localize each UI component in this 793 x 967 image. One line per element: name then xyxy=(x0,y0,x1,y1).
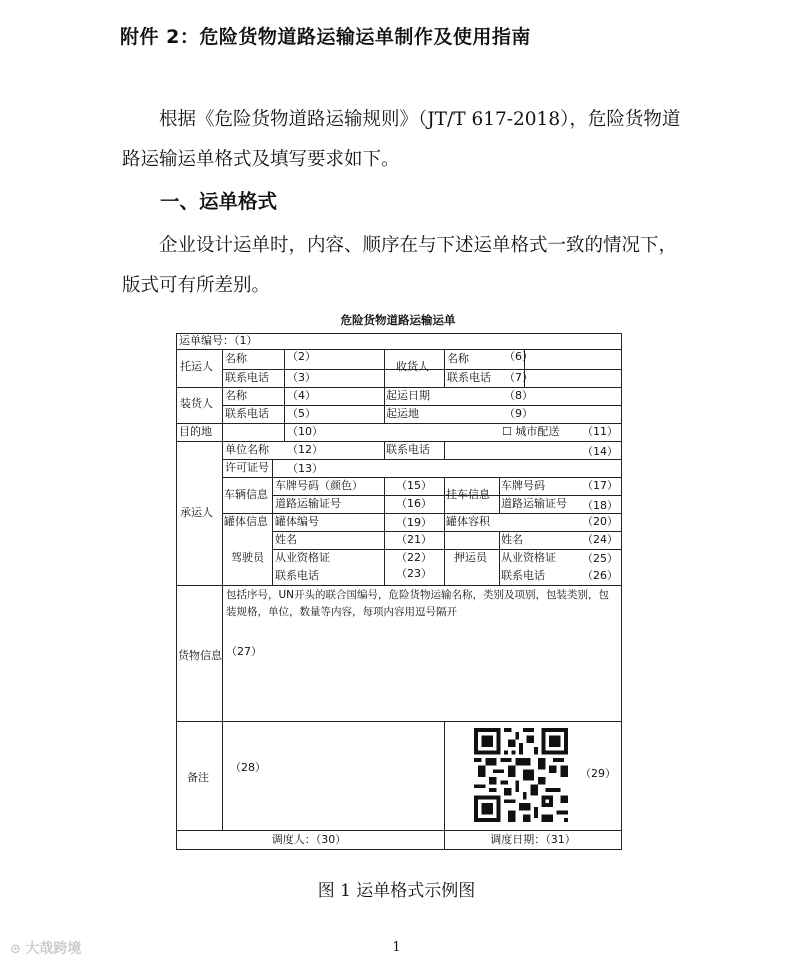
remarks-ref: （28） xyxy=(230,761,266,774)
watermark-logo-icon: ⊙ xyxy=(10,942,26,957)
loader-name-ref: （4） xyxy=(287,389,316,402)
consignee-phone-ref: （7） xyxy=(504,371,533,384)
trailer-plate-label: 车牌号码 xyxy=(501,479,545,492)
departure-date-label: 起运日期 xyxy=(386,389,430,402)
destination-label: 目的地 xyxy=(179,425,212,438)
tank-volume-label: 罐体容积 xyxy=(446,515,490,528)
shipper-label: 托运人 xyxy=(180,360,213,373)
loader-phone-label: 联系电话 xyxy=(225,407,269,420)
trailer-permit-ref: （18） xyxy=(582,499,618,512)
form-title: 危险货物道路运输运单 xyxy=(340,313,456,327)
carrier-phone-ref: （14） xyxy=(582,445,618,458)
driver-phone-ref: （23） xyxy=(396,567,432,580)
carrier-label: 承运人 xyxy=(180,506,213,519)
waybill-number: 运单编号：（1） xyxy=(179,334,258,347)
driver-cert-ref: （22） xyxy=(396,551,432,564)
consignee-phone-label: 联系电话 xyxy=(447,371,491,384)
escort-name-label: 姓名 xyxy=(501,533,523,546)
tank-number-label: 罐体编号 xyxy=(275,515,319,528)
escort-label: 押运员 xyxy=(454,551,487,564)
tank-info-label: 罐体信息 xyxy=(224,515,268,528)
shipper-phone-label: 联系电话 xyxy=(225,371,269,384)
shipper-phone-ref: （3） xyxy=(287,371,316,384)
escort-phone-ref: （26） xyxy=(582,569,618,582)
tank-volume-ref: （20） xyxy=(582,515,618,528)
intro-paragraph: 根据《危险货物道路运输规则》（JT/T 617-2018），危险货物道路运输运单格式及填写要求如下。 xyxy=(122,109,681,170)
loader-label: 装货人 xyxy=(180,397,213,410)
plate-color-ref: （15） xyxy=(396,479,432,492)
escort-name-ref: （24） xyxy=(582,533,618,546)
vehicle-info-label: 车辆信息 xyxy=(224,488,268,501)
figure-caption: 图 1 运单格式示例图 xyxy=(317,881,476,901)
driver-phone-label: 联系电话 xyxy=(275,569,319,582)
origin-ref: （9） xyxy=(504,407,533,420)
loader-name-label: 名称 xyxy=(225,389,247,402)
consignee-name-ref: （6） xyxy=(504,350,533,363)
permit-number-label: 许可证号 xyxy=(225,461,269,474)
waybill-form-figure xyxy=(174,307,622,850)
trailer-permit-label: 道路运输证号 xyxy=(501,497,567,510)
goods-ref: （27） xyxy=(226,645,262,658)
departure-date-ref: （8） xyxy=(504,389,533,402)
carrier-phone-label: 联系电话 xyxy=(386,443,430,456)
driver-label: 驾驶员 xyxy=(231,551,264,564)
attachment-title: 附件 2：危险货物道路运输运单制作及使用指南 xyxy=(120,26,531,48)
escort-phone-label: 联系电话 xyxy=(501,569,545,582)
unit-name-label: 单位名称 xyxy=(225,443,269,456)
shipper-name-label: 名称 xyxy=(225,352,247,365)
road-permit-ref: （16） xyxy=(396,497,432,510)
qr-code-image xyxy=(474,728,568,822)
page-number: 1 xyxy=(392,940,401,955)
driver-cert-label: 从业资格证 xyxy=(275,551,330,564)
plate-color-label: 车牌号码（颜色） xyxy=(275,479,363,492)
goods-description: 包括序号，UN开头的联合国编号，危险货物运输名称，类别及项别，包装类别，包装规格，单位，数量等内容，每项内容用逗号隔开 xyxy=(226,589,610,618)
section-paragraph: 企业设计运单时，内容、顺序在与下述运单格式一致的情况下，版式可有所差别。 xyxy=(122,235,678,296)
road-permit-label: 道路运输证号 xyxy=(275,497,341,510)
city-delivery-ref: （11） xyxy=(582,425,618,438)
goods-info-label: 货物信息 xyxy=(178,649,222,662)
origin-label: 起运地 xyxy=(386,407,419,420)
driver-name-label: 姓名 xyxy=(275,533,297,546)
watermark xyxy=(10,938,81,958)
remarks-label: 备注 xyxy=(187,771,209,784)
consignee-label: 收货人 xyxy=(396,360,429,373)
consignee-name-label: 名称 xyxy=(447,352,469,365)
destination-ref: （10） xyxy=(287,425,323,438)
city-delivery-checkbox: ☐ 城市配送 xyxy=(502,425,560,438)
trailer-info-label: 挂车信息 xyxy=(446,488,490,501)
escort-cert-label: 从业资格证 xyxy=(501,551,556,564)
driver-name-ref: （21） xyxy=(396,533,432,546)
loader-phone-ref: （5） xyxy=(287,407,316,420)
tank-number-ref: （19） xyxy=(396,516,432,529)
trailer-plate-ref: （17） xyxy=(582,479,618,492)
dispatch-date: 调度日期：（31） xyxy=(490,833,576,846)
qr-ref: （29） xyxy=(580,767,616,780)
shipper-name-ref: （2） xyxy=(287,350,316,363)
dispatcher: 调度人：（30） xyxy=(271,833,347,846)
permit-number-ref: （13） xyxy=(287,462,323,475)
watermark-text: 大哉跨境 xyxy=(25,941,82,957)
escort-cert-ref: （25） xyxy=(582,552,618,565)
section-heading: 一、运单格式 xyxy=(160,190,278,213)
unit-name-ref: （12） xyxy=(287,443,323,456)
